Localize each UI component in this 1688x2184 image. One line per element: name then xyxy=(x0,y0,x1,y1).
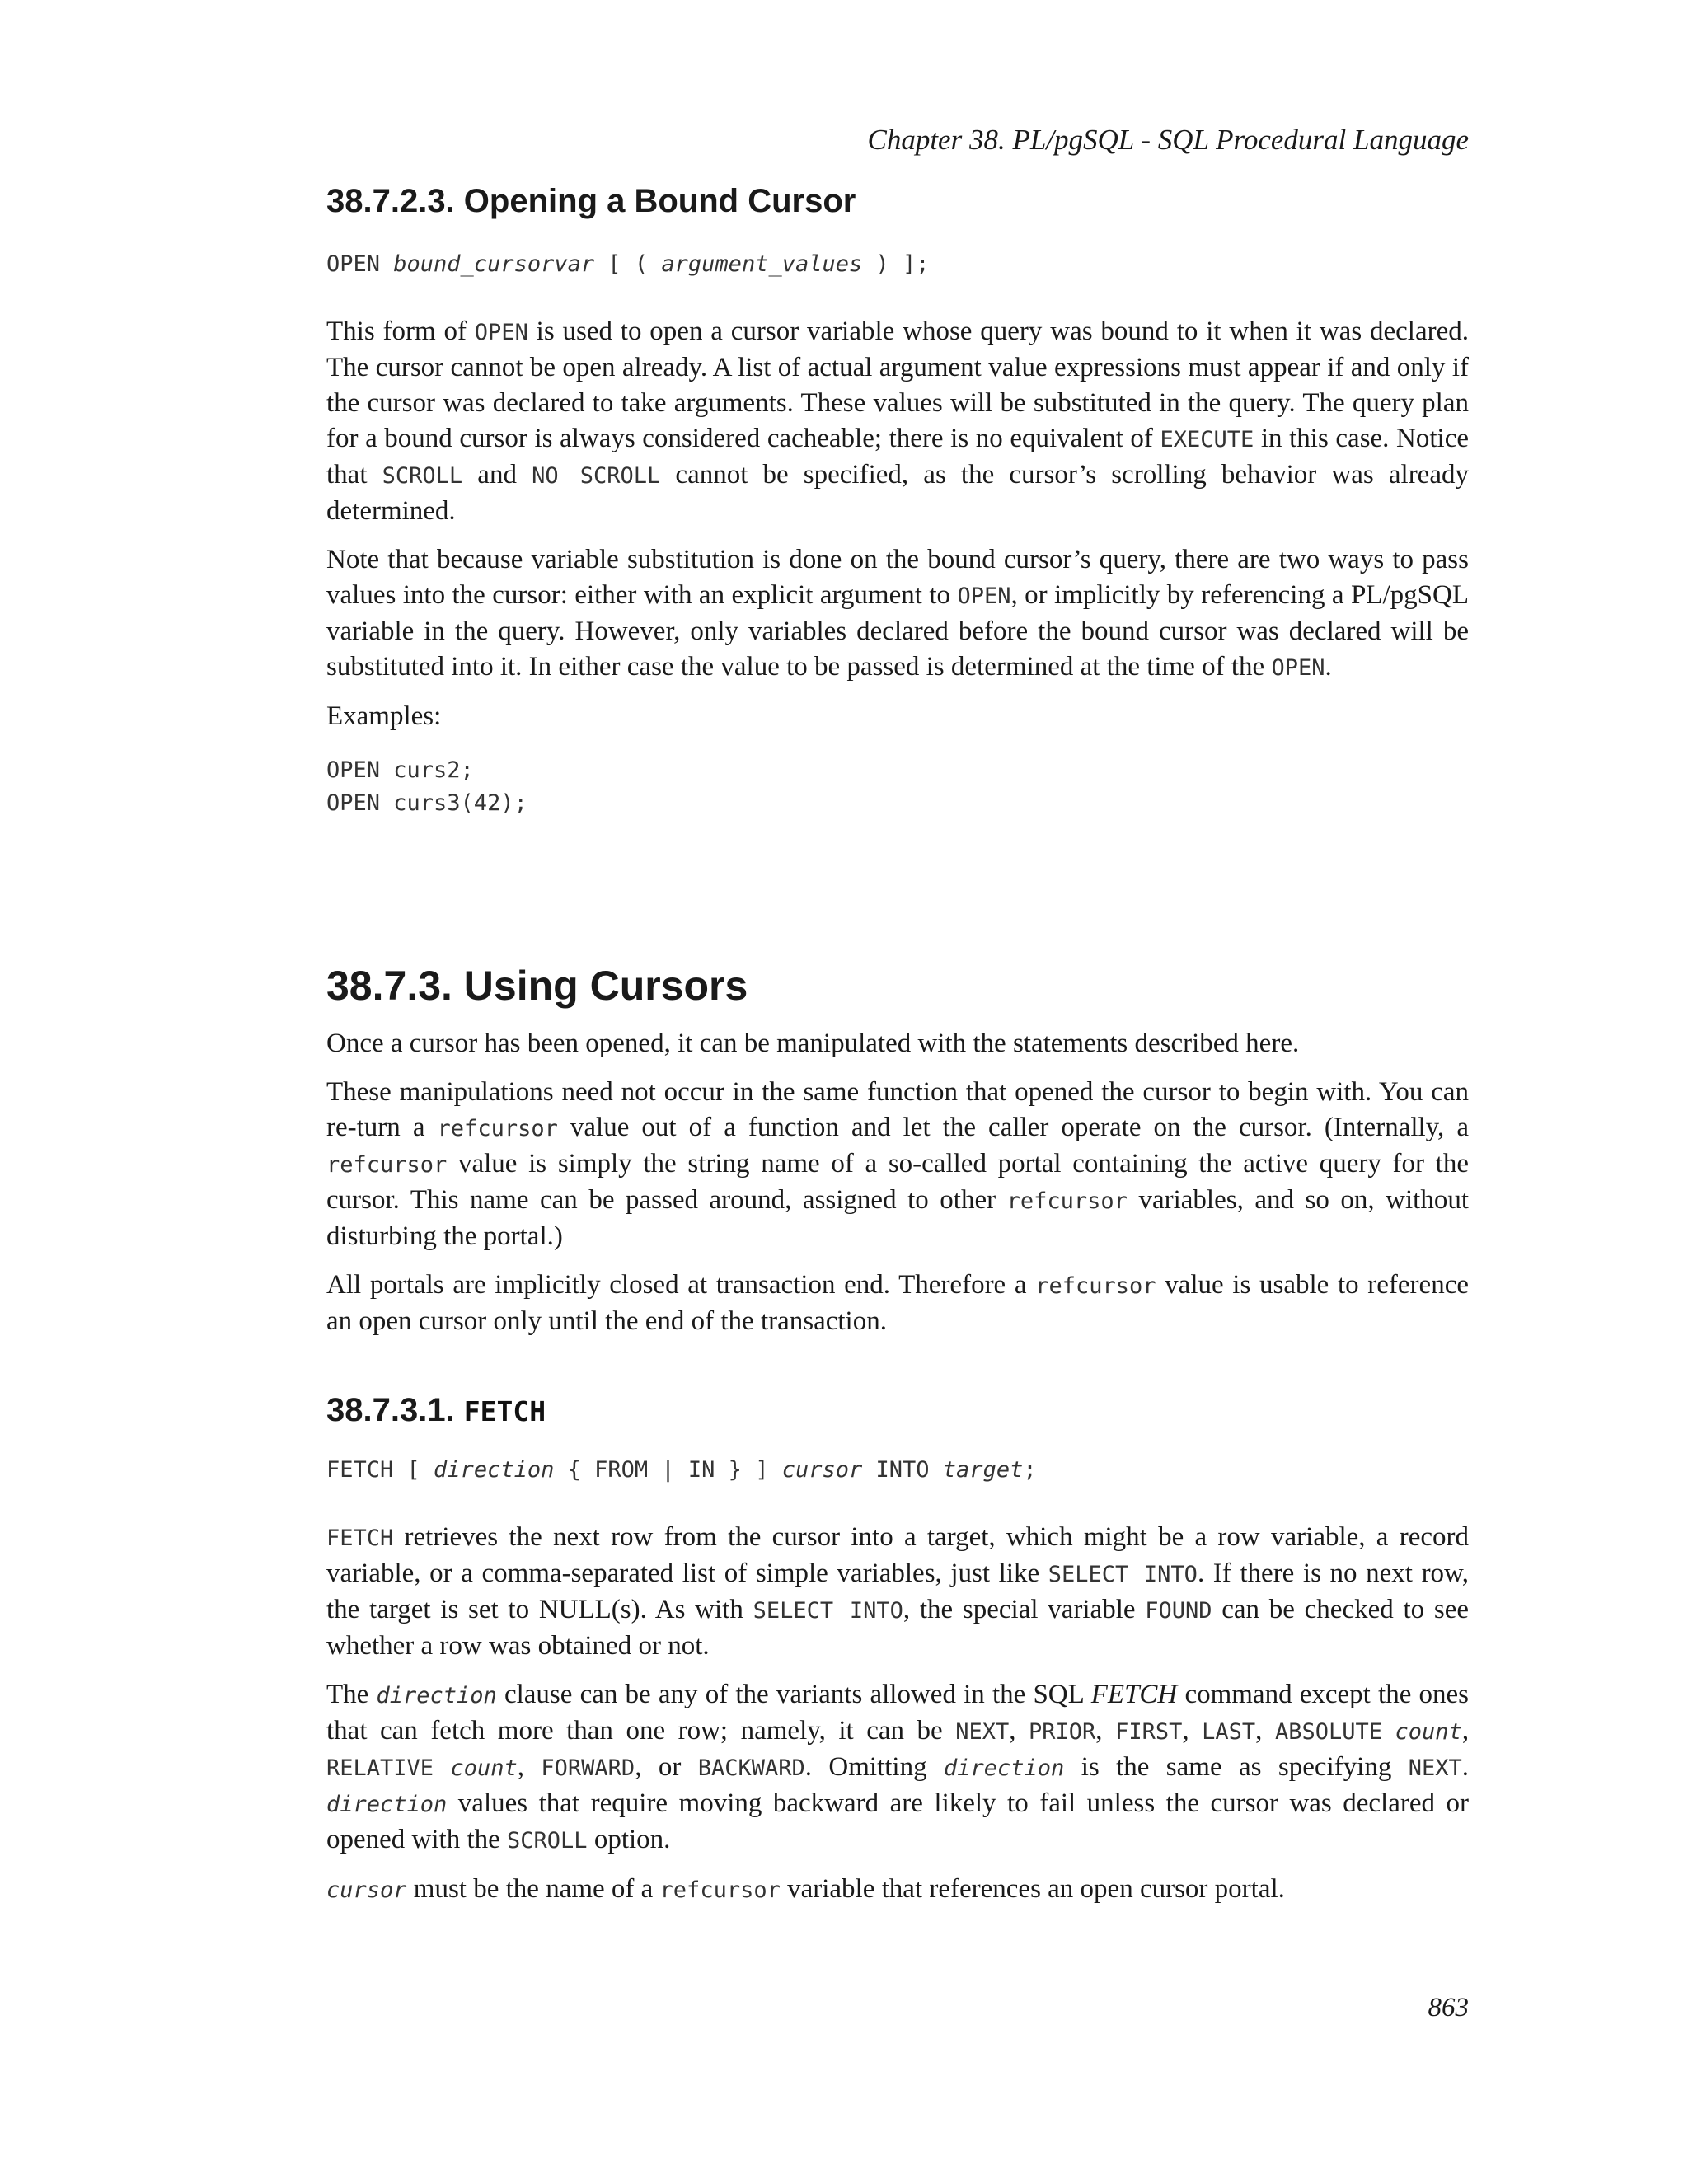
paragraph-direction-clause: The direction clause can be any of the variants allowed in the SQL FETCH command except the ones that can fetch more than one row; namely, it can be NEXT, PRIOR, FIRST, LAST, ABSOLUTE count, RELATIVE count, FORWARD, or BACKWARD. Omitting direction is the same as specifying NEXT. direction values that require moving backward are likely to fail unless the cursor was declared or opened with the SCROLL option. xyxy=(326,1680,1470,1854)
section-heading-fetch: 38.7.3.1. FETCH xyxy=(326,1392,546,1428)
paragraph-portals: All portals are implicitly closed at transaction end. Therefore a refcursor value is usable to reference an open cursor only until the end of the transaction. xyxy=(326,1270,1469,1336)
paragraph-open-form: This form of OPEN is used to open a cursor variable whose query was bound to it when it was declared. The cursor cannot be open already. A list of actual argument value expressions must appear if and only if the cursor was declared to take arguments. These values will be substituted in the query. The query plan for a bound cursor is always considered cacheable; there is no equivalent of EXECUTE in this case. Notice that SCROLL and NO SCROLL cannot be specified, as the cursor’s scrolling behavior was already determined. xyxy=(326,316,1469,526)
section-heading-opening-bound-cursor: 38.7.2.3. Opening a Bound Cursor xyxy=(326,183,856,219)
paragraph-fetch-retrieves: FETCH retrieves the next row from the cursor into a target, which might be a row variable, a record variable, or a comma-separated list of simple variables, just like SELECT INTO. If there is no next row, the target is set to NULL(s). As with SELECT INTO, the special variable FOUND can be checked to see whether a row was obtained or not. xyxy=(326,1522,1470,1661)
open-synopsis: OPEN bound_cursorvar [ ( argument_values ) ]; xyxy=(326,251,930,277)
page-content xyxy=(326,183,1469,1921)
paragraph-cursor-name: cursor must be the name of a refcursor variable that references an open cursor portal. xyxy=(326,1874,1285,1904)
page-number: 863 xyxy=(1428,1993,1469,2022)
paragraph-variable-substitution: Note that because variable substitution is done on the bound cursor’s query, there are two ways to pass values into the cursor: either with an explicit argument to OPEN, or implicitly by referencing a PL/pgSQL variable in the query. However, only variables declared before the bound cursor was declared will be substituted into it. In either case the value to be passed is determined at the time of the OPEN. xyxy=(326,545,1469,682)
paragraph-manipulations: These manipulations need not occur in the same function that opened the cursor to begin with. You can re-turn a refcursor value out of a function and let the caller operate on the cursor. (Internally, a refcursor value is simply the string name of a so-called portal containing the active query for the cursor. This name can be passed around, assigned to other refcursor variables, and so on, without disturbing the portal.) xyxy=(326,1077,1470,1251)
examples-label: Examples: xyxy=(326,701,442,731)
section-heading-using-cursors: 38.7.3. Using Cursors xyxy=(326,963,748,1009)
fetch-synopsis: FETCH [ direction { FROM | IN } ] cursor INTO target; xyxy=(326,1457,1037,1483)
running-header: Chapter 38. PL/pgSQL - SQL Procedural Language xyxy=(867,124,1469,156)
paragraph-cursor-opened: Once a cursor has been opened, it can be manipulated with the statements described here. xyxy=(326,1029,1300,1058)
code-example: OPEN curs2; OPEN curs3(42); xyxy=(326,757,528,816)
